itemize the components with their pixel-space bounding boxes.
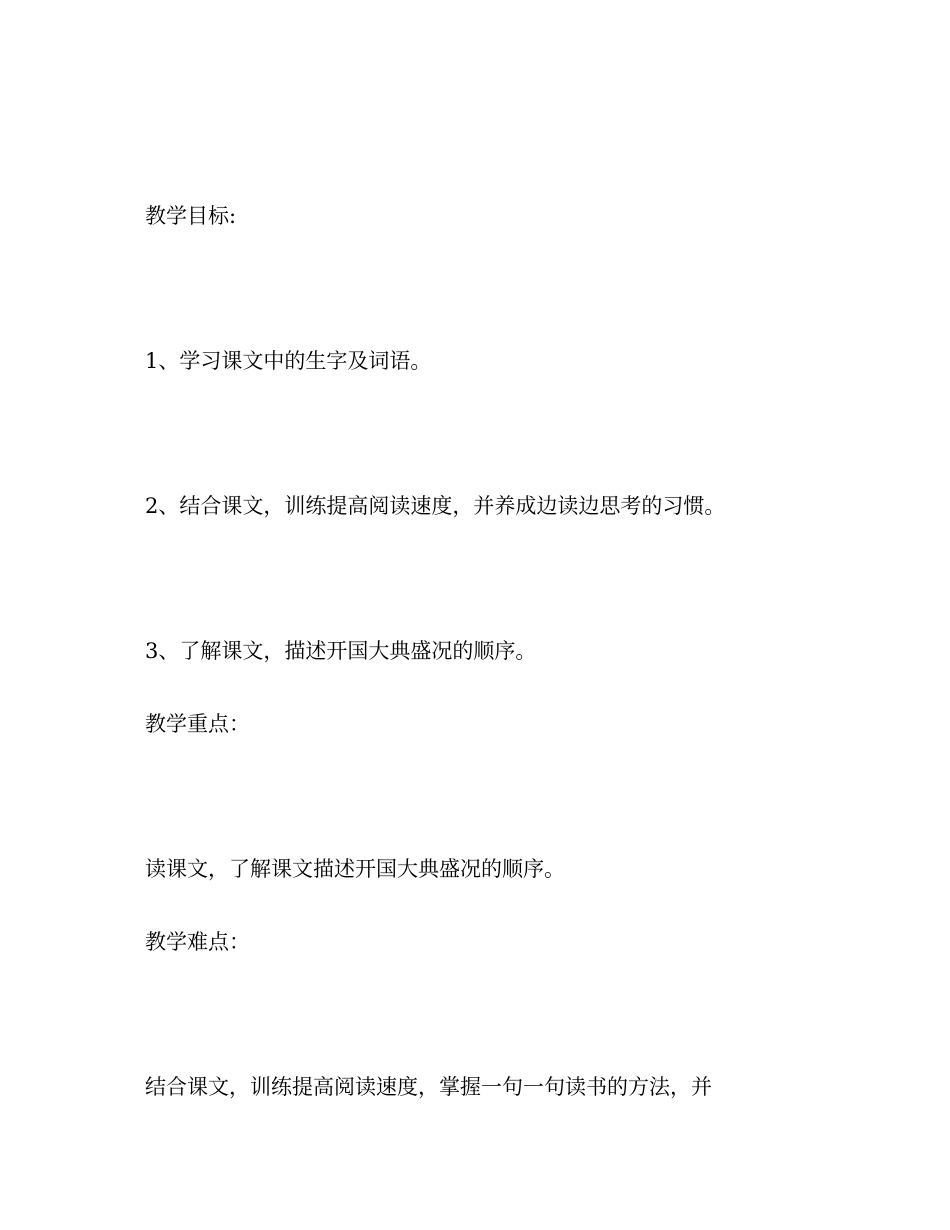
heading-teaching-focus: 教学重点： xyxy=(145,712,250,736)
teaching-focus-text: 读课文，了解课文描述开国大典盛况的顺序。 xyxy=(145,857,565,881)
teaching-difficulty-text: 结合课文，训练提高阅读速度，掌握一句一句读书的方法，并 xyxy=(145,1075,712,1099)
heading-teaching-difficulty: 教学难点： xyxy=(145,930,250,954)
objective-item-1: 1、学习课文中的生字及词语。 xyxy=(145,349,432,373)
objective-item-3: 3、了解课文，描述开国大典盛况的顺序。 xyxy=(145,639,537,663)
objective-item-2: 2、结合课文，训练提高阅读速度，并养成边读边思考的习惯。 xyxy=(145,494,726,518)
heading-teaching-objectives: 教学目标: xyxy=(145,204,237,228)
